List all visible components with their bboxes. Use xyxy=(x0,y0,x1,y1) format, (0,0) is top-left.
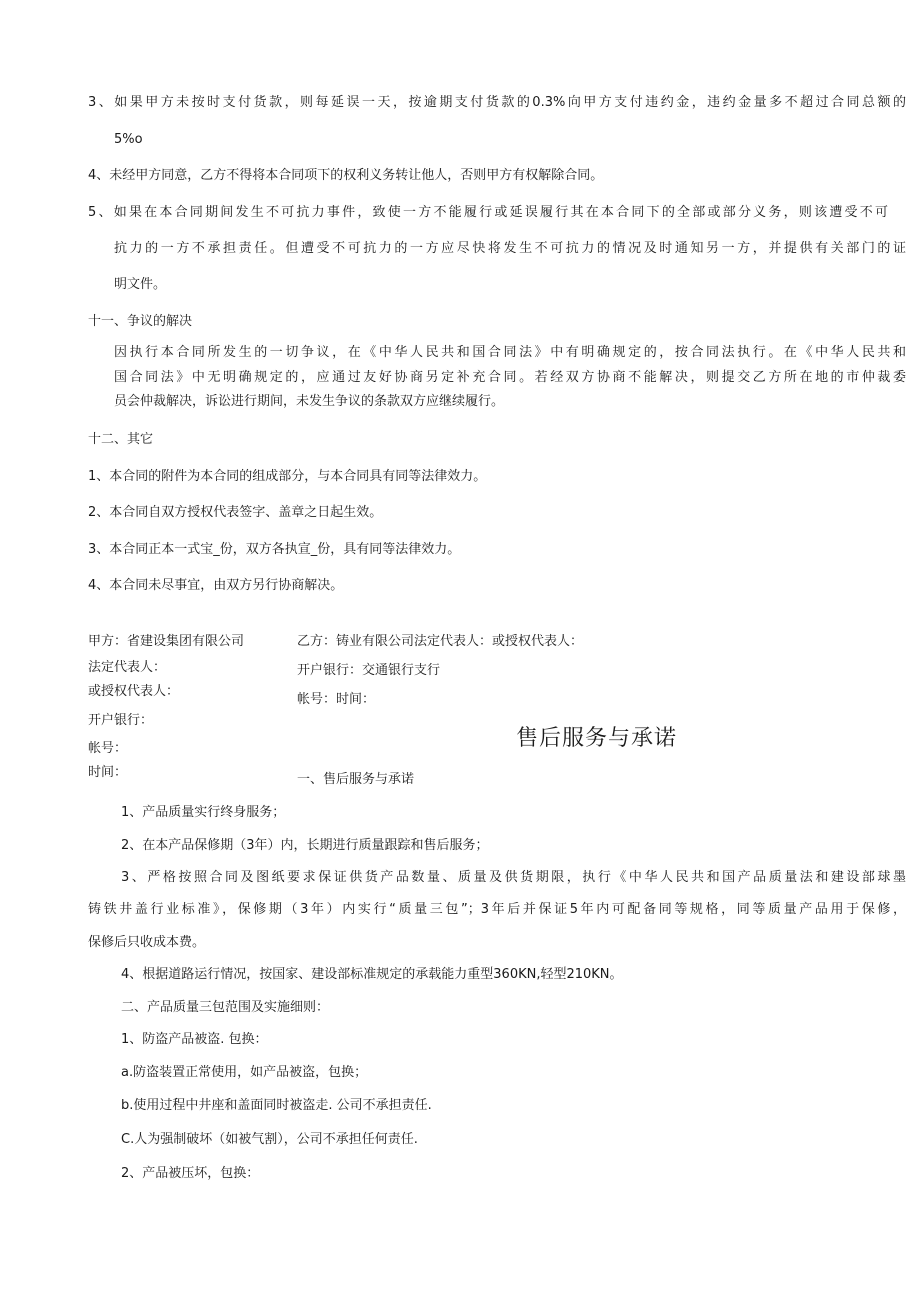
party-a-date: 时间： xyxy=(88,765,128,780)
section-11-line-3: 员会仲裁解决，诉讼进行期间，未发生争议的条款双方应继续履行。 xyxy=(114,394,505,409)
party-a-name: 甲方：省建设集团有限公司 xyxy=(88,634,245,649)
warranty-item-1-c: C.人为强制破坏（如被气割），公司不承担任何责任. xyxy=(121,1132,418,1147)
clause-4: 4、未经甲方同意，乙方不得将本合同项下的权利义务转让他人，否则甲方有权解除合同。 xyxy=(88,168,604,183)
after-sales-section-1-heading: 一、售后服务与承诺 xyxy=(297,772,415,787)
section-11-line-1: 因执行本合同所发生的一切争议，在《中华人民共和国合同法》中有明确规定的，按合同法执行。在《中华人民共和 xyxy=(114,345,906,360)
party-a-account: 帐号： xyxy=(88,741,128,756)
section-12-item-2: 2、本合同自双方授权代表签字、盖章之日起生效。 xyxy=(88,505,383,520)
section-12-item-1: 1、本合同的附件为本合同的组成部分，与本合同具有同等法律效力。 xyxy=(88,469,487,484)
clause-5-line-3: 明文件。 xyxy=(114,277,167,292)
section-12-heading: 十二、其它 xyxy=(88,432,154,447)
clause-3-line-2: 5%o xyxy=(114,132,143,147)
warranty-item-1-b: b.使用过程中井座和盖面同时被盗走. 公司不承担责任. xyxy=(121,1098,432,1113)
service-item-1: 1、产品质量实行终身服务； xyxy=(121,805,286,820)
party-a-legal-rep: 法定代表人： xyxy=(88,660,167,675)
clause-5-line-2: 抗力的一方不承担责任。但遭受不可抗力的一方应尽快将发生不可抗力的情况及时通知另一方，并提供有关部门的证 xyxy=(114,241,906,256)
service-item-2: 2、在本产品保修期（3年）内，长期进行质量跟踪和售后服务； xyxy=(121,838,489,853)
warranty-item-1-a: a.防盗装置正常使用，如产品被盗，包换； xyxy=(121,1065,368,1080)
section-11-line-2: 国合同法》中无明确规定的，应通过友好协商另定补充合同。若经双方协商不能解决，则提交乙方所在地的市仲裁委 xyxy=(114,370,906,385)
section-12-item-3: 3、本合同正本一式宝_份，双方各执宣_份，具有同等法律效力。 xyxy=(88,542,461,557)
section-11-heading: 十一、争议的解决 xyxy=(88,314,193,329)
party-b-name: 乙方：铸业有限公司法定代表人：或授权代表人： xyxy=(297,634,584,649)
party-b-account-date: 帐号：时间： xyxy=(297,692,376,707)
after-sales-title: 售后服务与承诺 xyxy=(516,726,678,751)
party-a-bank: 开户银行： xyxy=(88,713,154,728)
service-item-3-line-3: 保修后只收成本费。 xyxy=(88,935,206,950)
service-item-3-line-2: 铸铁井盖行业标准》，保修期（3年）内实行“质量三包”；3年后并保证5年内可配备同等规格，同等质量产品用于保修， xyxy=(88,902,906,917)
party-b-bank: 开户银行：交通银行支行 xyxy=(297,663,441,678)
section-12-item-4: 4、本合同未尽事宜，由双方另行协商解决。 xyxy=(88,578,344,593)
after-sales-section-2-heading: 二、产品质量三包范围及实施细则： xyxy=(121,1000,330,1015)
service-item-4: 4、根据道路运行情况，按国家、建设部标准规定的承载能力重型360KN,轻型210KN。 xyxy=(121,967,623,982)
service-item-3-line-1: 3、严格按照合同及图纸要求保证供货产品数量、质量及供货期限，执行《中华人民共和国产品质量法和建设部球墨 xyxy=(121,870,906,885)
party-a-authorized-rep: 或授权代表人： xyxy=(88,684,180,699)
warranty-item-1: 1、防盗产品被盗. 包换： xyxy=(121,1032,268,1047)
warranty-item-2: 2、产品被压坏，包换： xyxy=(121,1166,260,1181)
clause-5-line-1: 5、如果在本合同期间发生不可抗力事件，致使一方不能履行或延误履行其在本合同下的全部或部分义务，则该遭受不可 xyxy=(88,205,888,220)
clause-3-line-1: 3、如果甲方未按时支付货款，则每延误一天，按逾期支付货款的0.3%向甲方支付违约金，违约金量多不超过合同总额的 xyxy=(88,95,906,110)
